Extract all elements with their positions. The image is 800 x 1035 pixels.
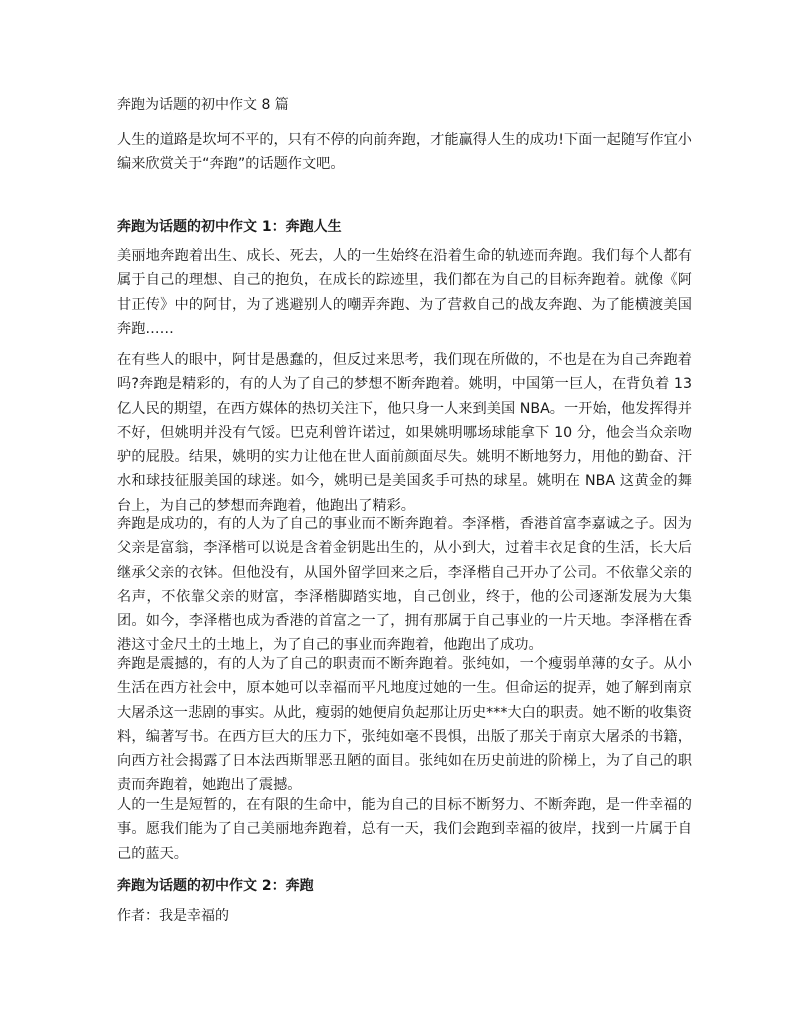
essay-1-paragraph-2: 在有些人的眼中，阿甘是愚蠢的，但反过来思考，我们现在所做的，不也是在为自己奔跑着吗?奔跑是精彩的，有的人为了自己的梦想不断奔跑着。姚明，中国第一巨人，在背负着 13 亿人民的期望，在西方媒体的热切关注下，他只身一人来到美国 NBA。一开始，他发挥得并不好，但姚明并没有气馁。巴克利曾许诺过，如果姚明哪场球能拿下 10 分，他会当众亲吻驴的屁股。结果，姚明的实力让他在世人面前颜面尽失。姚明不断地努力，用他的勤奋、汗水和球技征服美国的球迷。如今，姚明已是美国炙手可热的球星。姚明在 NBA 这黄金的舞台上，为自己的梦想而奔跑着，他跑出了精彩。 [117, 352, 692, 514]
essay-1-heading: 奔跑为话题的初中作文 1：奔跑人生 [117, 219, 342, 235]
essay-1-paragraph-5: 人的一生是短暂的，在有限的生命中，能为自己的目标不断努力、不断奔跑，是一件幸福的事。愿我们能为了自己美丽地奔跑着，总有一天，我们会跑到幸福的彼岸，找到一片属于自己的蓝天。 [117, 797, 692, 862]
intro-paragraph: 人生的道路是坎坷不平的，只有不停的向前奔跑，才能赢得人生的成功!下面一起随写作宜小编来欣赏关于“奔跑”的话题作文吧。 [117, 132, 692, 173]
essay-1-paragraph-3: 奔跑是成功的，有的人为了自己的事业而不断奔跑着。李泽楷，香港首富李嘉诚之子。因为父亲是富翁，李泽楷可以说是含着金钥匙出生的，从小到大，过着丰衣足食的生活，长大后继承父亲的衣钵。但他没有，从国外留学回来之后，李泽楷自己开办了公司。不依靠父亲的名声，不依靠父亲的财富，李泽楷脚踏实地，自己创业，终于，他的公司逐渐发展为大集团。如今，李泽楷也成为香港的首富之一了，拥有那属于自己事业的一片天地。李泽楷在香港这寸金尺土的土地上，为了自己的事业而奔跑着，他跑出了成功。 [117, 516, 692, 654]
essay-2-author: 作者：我是幸福的 [117, 908, 229, 924]
essay-1-paragraph-1: 美丽地奔跑着出生、成长、死去，人的一生始终在沿着生命的轨迹而奔跑。我们每个人都有属于自己的理想、自己的抱负，在成长的踪迹里，我们都在为自己的目标奔跑着。就像《阿甘正传》中的阿甘，为了逃避别人的嘲弄奔跑、为了营救自己的战友奔跑、为了能横渡美国奔跑…… [117, 248, 692, 337]
document-title: 奔跑为话题的初中作文 8 篇 [117, 97, 289, 113]
essay-2-heading: 奔跑为话题的初中作文 2：奔跑 [117, 878, 314, 894]
essay-1-paragraph-4: 奔跑是震撼的，有的人为了自己的职责而不断奔跑着。张纯如，一个瘦弱单薄的女子。从小生活在西方社会中，原本她可以幸福而平凡地度过她的一生。但命运的捉弄，她了解到南京大屠杀这一悲剧的事实。从此，瘦弱的她便肩负起那让历史***大白的职责。她不断的收集资料，编著写书。在西方巨大的压力下，张纯如毫不畏惧，出版了那关于南京大屠杀的书籍，向西方社会揭露了日本法西斯罪恶丑陋的面目。张纯如在历史前进的阶梯上，为了自己的职责而奔跑着，她跑出了震撼。 [117, 656, 692, 794]
